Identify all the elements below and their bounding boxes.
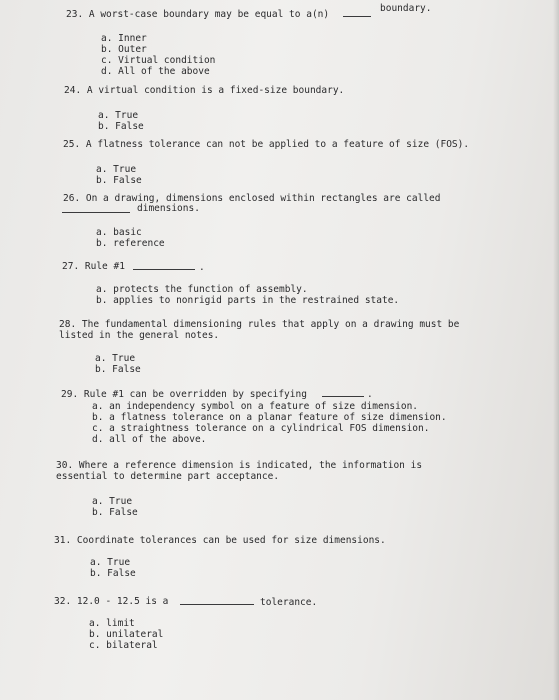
answer-blank[interactable] (343, 16, 371, 17)
question-stem-suffix: boundary. (380, 3, 432, 14)
option-b: b. False (90, 568, 136, 579)
question-stem-suffix: tolerance. (260, 597, 318, 608)
option-c: c. bilateral (89, 640, 158, 651)
question-stem: 31. Coordinate tolerances can be used for size dimensions. (54, 535, 386, 546)
question-stem-suffix: . (199, 262, 205, 273)
option-a: a. basic (96, 227, 142, 238)
option-a: a. True (96, 164, 137, 175)
question-stem-continued: essential to determine part acceptance. (56, 471, 280, 482)
option-a: a. True (90, 557, 131, 568)
question-stem: 25. A flatness tolerance can not be applied to a feature of size (FOS). (63, 139, 470, 150)
option-b: b. Outer (101, 44, 147, 55)
question-stem-continued: listed in the general notes. (59, 330, 220, 341)
option-a: a. True (98, 110, 139, 121)
option-b: b. False (92, 507, 138, 518)
option-d: d. all of the above. (92, 434, 207, 445)
option-b: b. unilateral (89, 629, 164, 640)
option-b: b. False (95, 364, 141, 375)
option-a: a. an independency symbol on a feature of size dimension. (92, 401, 419, 412)
option-b: b. False (96, 175, 142, 186)
option-b: b. applies to nonrigid parts in the restrained state. (96, 295, 400, 306)
answer-blank[interactable] (180, 604, 254, 605)
option-b: b. False (98, 121, 144, 132)
option-b: b. reference (96, 238, 165, 249)
question-stem: 32. 12.0 - 12.5 is a (54, 596, 169, 607)
option-a: a. True (95, 353, 136, 364)
question-stem: 27. Rule #1 (62, 261, 125, 272)
option-a: a. protects the function of assembly. (96, 284, 308, 295)
option-a: a. True (92, 496, 133, 507)
question-stem: 29. Rule #1 can be overridden by specifying (61, 389, 307, 400)
answer-blank[interactable] (322, 396, 364, 397)
option-a: a. limit (89, 618, 135, 629)
question-stem-suffix: . (367, 389, 373, 400)
option-d: d. All of the above (101, 66, 210, 77)
question-stem: 30. Where a reference dimension is indicated, the information is (56, 460, 423, 471)
option-b: b. a flatness tolerance on a planar feature of size dimension. (92, 412, 447, 423)
option-c: c. a straightness tolerance on a cylindrical FOS dimension. (92, 423, 430, 434)
question-stem: 26. On a drawing, dimensions enclosed within rectangles are called (63, 193, 441, 204)
answer-blank[interactable] (62, 212, 130, 213)
option-c: c. Virtual condition (101, 55, 216, 66)
question-stem: 28. The fundamental dimensioning rules that apply on a drawing must be (59, 319, 460, 330)
question-stem: 23. A worst-case boundary may be equal to a(n) (66, 9, 330, 20)
option-a: a. Inner (101, 33, 147, 44)
answer-blank[interactable] (133, 269, 195, 270)
question-stem: 24. A virtual condition is a fixed-size boundary. (64, 85, 345, 96)
paper-edge-shadow (553, 0, 559, 700)
question-stem-continued: dimensions. (137, 203, 200, 214)
